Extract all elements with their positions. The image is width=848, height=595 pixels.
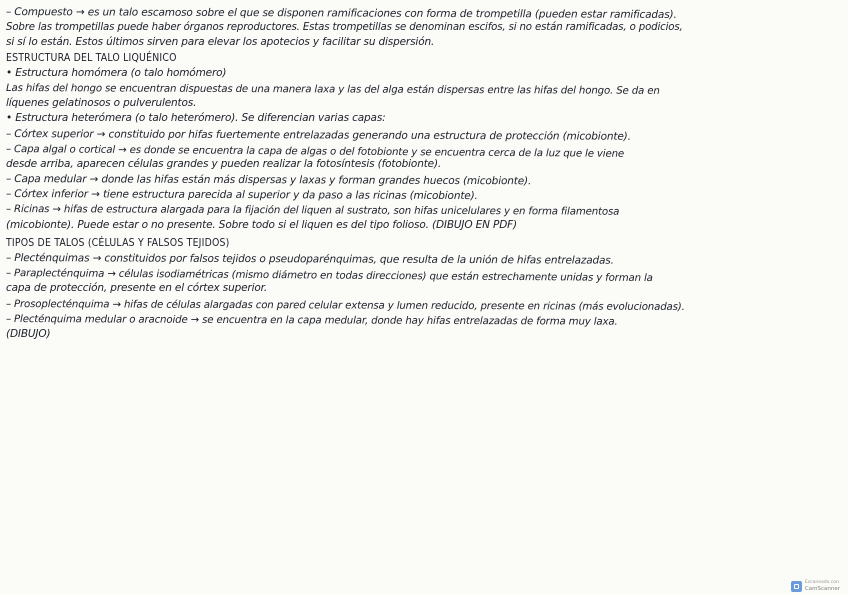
note-line: – Plecténquima medular o aracnoide → se encuentra en la capa medular, donde hay hifas entrelazadas de forma muy laxa. <box>5 313 618 328</box>
note-line: (micobionte). Puede estar o no presente. Sobre todo si el liquen es del tipo folioso. (DIBUJO EN PDF) <box>6 218 517 231</box>
note-line: si sí lo están. Estos últimos sirven para elevar los apotecios y facilitar su dispersión. <box>6 36 435 49</box>
note-line: • Estructura heterómera (o talo heterómero). Se diferencian varias capas: <box>6 112 386 125</box>
note-line: – Plecténquimas → constituidos por falsos tejidos o pseudoparénquimas, que resulta de la unión de hifas entrelazadas. <box>5 252 614 267</box>
note-line: • Estructura homómera (o talo homómero) <box>6 66 227 79</box>
note-line: – Prosoplecténquima → hifas de células alargadas con pared celular extensa y lumen reducido, presente en ricinas (más evolucionadas). <box>5 298 685 313</box>
watermark-text <box>805 580 840 592</box>
note-line: capa de protección, presente en el córtex superior. <box>6 282 268 295</box>
note-line: – Paraplecténquima → células isodiamétricas (mismo diámetro en todas direcciones) que están estrechamente unidas y forman la <box>5 268 653 285</box>
note-line: – Ricinas → hifas de estructura alargada para la fijación del liquen al sustrato, son hifas unicelulares y en forma filamentosa <box>5 204 620 219</box>
note-line: – Córtex superior → constituido por hifas fuertemente entrelazadas generando una estructura de protección (micobionte). <box>5 127 631 143</box>
watermark-brand: CamScanner <box>804 586 840 592</box>
camscanner-watermark <box>791 580 840 592</box>
note-line: líquenes gelatinosos o pulverulentos. <box>6 97 197 110</box>
watermark-caption: Escaneado con <box>804 580 839 585</box>
note-line: Sobre las trompetillas puede haber órganos reproductores. Estas trompetillas se denominan escifos, si no están ramificadas, o podicios, <box>6 22 683 34</box>
section-heading: TIPOS DE TALOS (CÉLULAS Y FALSOS TEJIDOS) <box>6 236 230 249</box>
camscanner-logo-icon <box>791 581 802 592</box>
section-heading: ESTRUCTURA DEL TALO LIQUÉNICO <box>6 51 177 64</box>
note-line: – Capa algal o cortical → es donde se encuentra la capa de algas o del fotobionte y se encuentra cerca de la luz que le viene <box>5 143 625 160</box>
note-line: Las hifas del hongo se encuentran dispuestas de una manera laxa y las del alga están dispersas entre las hifas del hongo. Se da en <box>5 82 660 97</box>
note-line: desde arriba, aparecen células grandes y pueden realizar la fotosíntesis (fotobionte). <box>6 157 442 170</box>
note-line: (DIBUJO) <box>6 327 51 340</box>
note-line: – Capa medular → donde las hifas están más dispersas y laxas y forman grandes huecos (micobionte). <box>5 173 532 188</box>
note-line: – Córtex inferior → tiene estructura parecida al superior y da paso a las ricinas (micobionte). <box>5 188 478 203</box>
note-line: – Compuesto → es un talo escamoso sobre el que se disponen ramificaciones con forma de trompetilla (pueden estar ramificadas). <box>5 6 677 21</box>
handwritten-notes <box>6 5 842 342</box>
